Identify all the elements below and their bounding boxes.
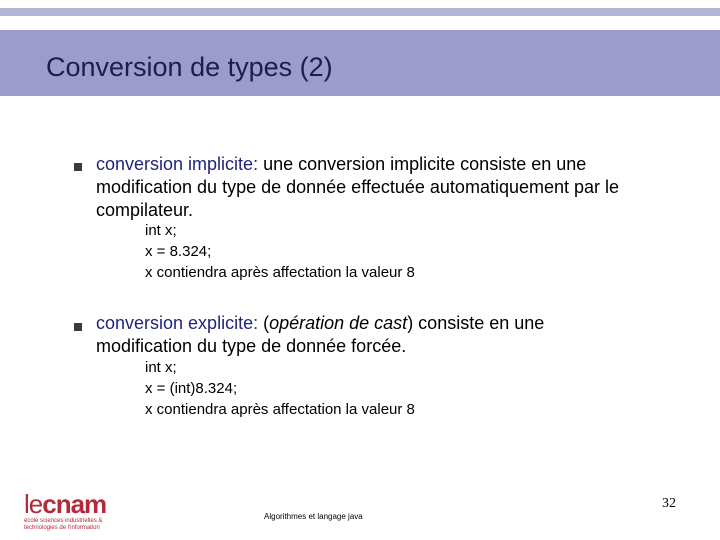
bullet-2-open-paren: (: [258, 313, 270, 333]
logo-le: le: [24, 489, 43, 519]
code-2-line-1: int x;: [145, 359, 177, 376]
top-gap: [0, 16, 720, 30]
logo-sub-line-1: école sciences industrielles &: [24, 518, 103, 524]
logo-wordmark: [24, 489, 107, 519]
bullet-2-line1-rest: ) consiste en une: [407, 313, 545, 333]
bullet-1-line1: une conversion implicite consiste en une: [258, 154, 587, 174]
bullet-1-text: [96, 153, 696, 222]
term-implicit: conversion implicite: [96, 154, 254, 174]
logo-sub-line-2: technologies de l'information: [24, 525, 100, 531]
code-2-line-2: x = (int)8.324;: [145, 380, 238, 397]
cnam-logo: [24, 489, 120, 536]
footer-course-title: Algorithmes et langage java: [264, 512, 363, 521]
term-explicit-sep: :: [253, 313, 259, 333]
top-stripe: [0, 8, 720, 16]
code-1-line-1: int x;: [145, 222, 177, 239]
term-explicit: conversion explicite: [96, 313, 254, 333]
code-1-line-3: x contiendra après affectation la valeur 8: [145, 264, 415, 281]
term-implicit-sep: :: [253, 154, 259, 174]
code-block-2: [145, 357, 415, 420]
code-1-line-2: x = 8.324;: [145, 243, 212, 260]
bullet-marker-1: [74, 163, 82, 171]
bullet-marker-2: [74, 323, 82, 331]
logo-cnam: cnam: [42, 489, 107, 519]
code-block-1: [145, 220, 415, 283]
bullet-1-line3: compilateur.: [96, 200, 194, 220]
bullet-2-italic: opération de cast: [269, 313, 408, 333]
page-number: 32: [662, 496, 676, 511]
bullet-2-line2: modification du type de donnée forcée.: [96, 336, 407, 356]
bullet-2-text: [96, 312, 696, 358]
slide-title: Conversion de types (2): [46, 52, 333, 82]
code-2-line-3: x contiendra après affectation la valeur 8: [145, 401, 415, 418]
bullet-1-line2: modification du type de donnée effectuée automatiquement par le: [96, 177, 620, 197]
logo-subtitle: [24, 518, 124, 532]
